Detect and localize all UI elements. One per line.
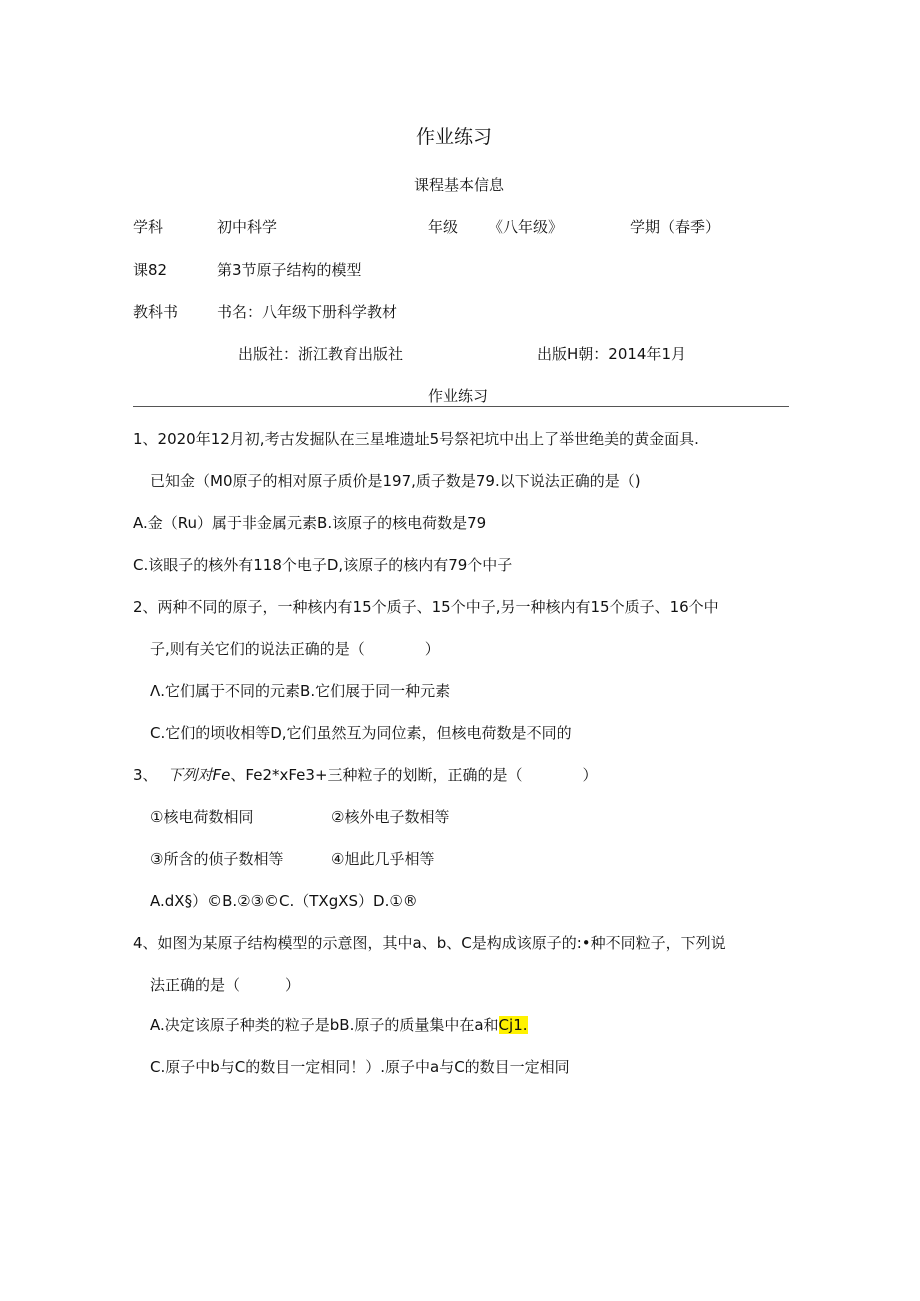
textbook-value: 书名：八年级下册科学教材 bbox=[217, 303, 398, 321]
q1-line2: 已知金（M0原子的相对原子质价是197,质子数是79.以下说法正确的是（) bbox=[150, 472, 641, 490]
term-label: 学期（春季） bbox=[630, 218, 721, 236]
textbook-label: 教科书 bbox=[133, 303, 179, 321]
q4-options-cd: C.原子中b与C的数目一定相同！）.原子中a与C的数目一定相同 bbox=[150, 1058, 570, 1076]
subject-value: 初中科学 bbox=[217, 218, 278, 236]
q2-line2: 子,则有关它们的说法正确的是（ ） bbox=[150, 640, 440, 658]
q4-highlighted-text: Cj1. bbox=[498, 1016, 528, 1034]
subject-label: 学科 bbox=[133, 218, 164, 236]
q3-statement-2: ②核外电子数相等 bbox=[331, 808, 450, 826]
q2-options-cd: C.它们的顷收相等D,它们虽然互为同位素，但核电荷数是不同的 bbox=[150, 724, 572, 742]
q1-options-cd: C.该眼子的核外有118个电子D,该原子的核内有79个中子 bbox=[133, 556, 513, 574]
q4-line2: 法正确的是（ ） bbox=[150, 976, 301, 994]
q1-options-ab: A.金（Ru）属于非金属元素B.该原子的核电荷数是79 bbox=[133, 514, 487, 532]
q4-options-ab bbox=[150, 1015, 528, 1035]
grade-value: 《八年级》 bbox=[488, 218, 564, 236]
section-divider bbox=[133, 406, 789, 407]
q2-line1: 2、两种不同的原子，一种核内有15个质子、15个中子,另一种核内有15个质子、16个中 bbox=[133, 598, 719, 616]
publish-date: 出版H朝：2014年1月 bbox=[537, 345, 686, 363]
document-title: 作业练习 bbox=[416, 126, 493, 148]
q3-line1 bbox=[133, 765, 598, 785]
publisher: 出版社：浙江教育出版社 bbox=[238, 345, 404, 363]
q4-options-ab-text: A.决定该原子种类的粒子是bB.原子的质量集中在a和 bbox=[150, 1016, 499, 1034]
q4-line1: 4、如图为某原子结构模型的示意图，其中a、b、C是构成该原子的:•种不同粒子，下列说 bbox=[133, 934, 726, 952]
q3-number: 3、 bbox=[133, 766, 158, 784]
lesson-value: 第3节原子结构的模型 bbox=[217, 261, 362, 279]
q3-options: A.dX§）©B.②③©C.（TXgXS）D.①® bbox=[150, 892, 418, 910]
section-title: 作业练习 bbox=[428, 387, 489, 405]
q3-statement-3: ③所含的侦子数相等 bbox=[150, 850, 284, 868]
q3-statement-4: ④旭此几乎相等 bbox=[331, 850, 435, 868]
q3-stem-italic: 下列对Fe bbox=[167, 766, 231, 784]
course-info-heading: 课程基本信息 bbox=[414, 176, 505, 194]
lesson-label: 课82 bbox=[133, 261, 168, 279]
q1-line1: 1、2020年12月初,考古发掘队在三星堆遗址5号祭祀坑中出上了举世绝美的黄金面具. bbox=[133, 430, 699, 448]
grade-label: 年级 bbox=[428, 218, 459, 236]
q2-options-ab: Λ.它们属于不同的元素B.它们展于同一种元素 bbox=[150, 682, 451, 700]
q3-statement-1: ①核电荷数相同 bbox=[150, 808, 254, 826]
q3-stem-rest: 、Fe2*xFe3+三种粒子的划断，正确的是（ ） bbox=[230, 766, 598, 784]
